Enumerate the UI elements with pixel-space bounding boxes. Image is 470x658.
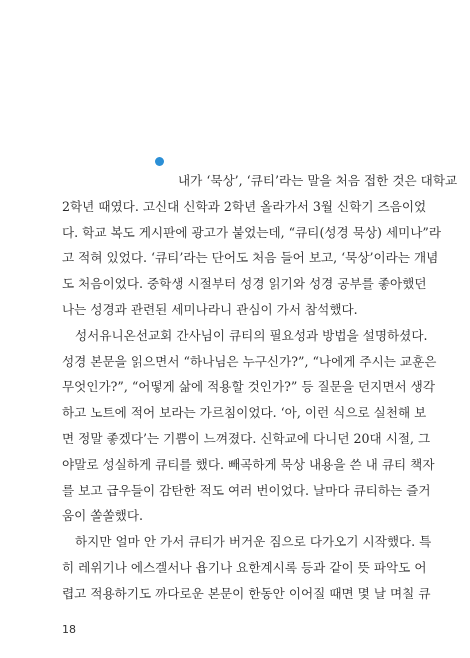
text-line: 성경 본문을 읽으면서 “하나님은 누구신가?”, “나에게 주시는 교훈은: [62, 353, 437, 369]
text-line: 하고 노트에 적어 보라는 가르침이었다. ‘아, 이런 식으로 실천해 보: [62, 405, 427, 421]
text-line: 무엇인가?”, “어떻게 삶에 적용할 것인가?” 등 질문을 던지면서 생각: [62, 379, 435, 395]
text-line: 를 보고 급우들이 감탄한 적도 여러 번이었다. 날마다 큐티하는 즐거: [62, 482, 431, 498]
text-line: 2학년 때였다. 고신대 신학과 2학년 올라가서 3월 신학기 즈음이었: [62, 198, 427, 214]
text-line: 하지만 얼마 안 가서 큐티가 버거운 짐으로 다가오기 시작했다. 특: [75, 534, 432, 550]
text-line: 면 정말 좋겠다’는 기쁨이 느껴졌다. 신학교에 다니던 20대 시절, 그: [62, 430, 431, 446]
text-line: 성서유니온선교회 간사님이 큐티의 필요성과 방법을 설명하셨다.: [75, 327, 428, 343]
page-number: 18: [62, 623, 76, 636]
text-line: 고 적혀 있었다. ‘큐티’라는 단어도 처음 들어 보고, ‘묵상’이라는 개념: [62, 250, 439, 266]
paragraph-marker-dot: [155, 157, 164, 166]
text-line: 히 레위기나 에스겔서나 욥기나 요한계시록 등과 같이 뜻 파악도 어: [62, 559, 427, 575]
text-line: 다. 학교 복도 게시판에 광고가 붙었는데, “큐티(성경 묵상) 세미나”라: [62, 224, 442, 240]
text-line: 렵고 적용하기도 까다로운 본문이 한동안 이어질 때면 몇 날 며칠 큐: [62, 585, 431, 601]
text-line: 내가 ‘묵상’, ‘큐티’라는 말을 처음 접한 것은 대학교: [178, 173, 458, 188]
text-line: 도 처음이었다. 중학생 시절부터 성경 읽기와 성경 공부를 좋아했던: [62, 276, 427, 292]
body-text: [62, 168, 458, 607]
text-line: 나는 성경과 관련된 세미나라니 관심이 가서 참석했다.: [62, 301, 358, 317]
text-line: 야말로 성실하게 큐티를 했다. 빼곡하게 묵상 내용을 쓴 내 큐티 책자: [62, 456, 435, 472]
text-line: 움이 쏠쏠했다.: [62, 508, 143, 524]
